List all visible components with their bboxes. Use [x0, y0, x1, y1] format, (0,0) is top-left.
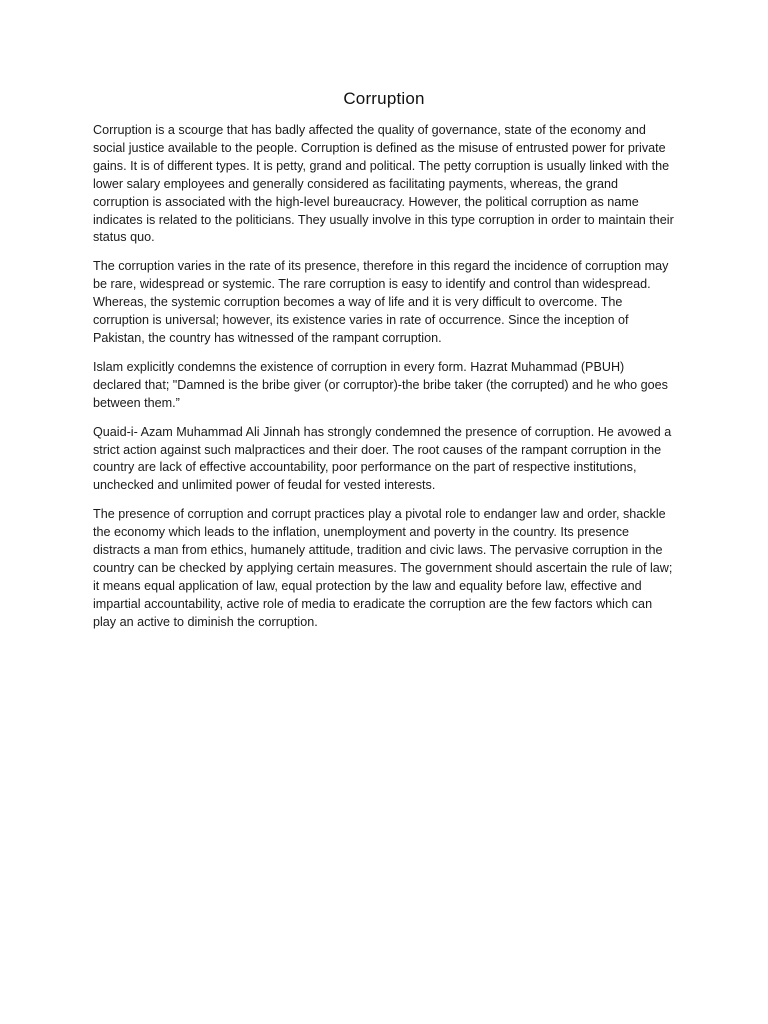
paragraph-1: Corruption is a scourge that has badly affected the quality of governance, state of the economy and social justice available to the people. Corruption is defined as the misuse of entrusted power for private gains. It is of different types. It is petty, grand and political. The petty corruption is usually linked with the lower salary employees and generally considered as facilitating payments, whereas, the grand corruption is associated with the high-level bureaucracy. However, the political corruption as name indicates is related to the politicians. They usually involve in this type corruption in order to maintain their status quo. [93, 123, 674, 245]
paragraph-2: The corruption varies in the rate of its presence, therefore in this regard the incidence of corruption may be rare, widespread or systemic. The rare corruption is easy to identify and control than widespread. Whereas, the systemic corruption becomes a way of life and it is very difficult to overcome. The corruption is universal; however, its existence varies in rate of occurrence. Since the inception of Pakistan, the country has witnessed of the rampant corruption. [93, 259, 669, 345]
paragraph-4: Quaid-i- Azam Muhammad Ali Jinnah has strongly condemned the presence of corruption. He avowed a strict action against such malpractices and their doer. The root causes of the rampant corruption in the country are lack of effective accountability, poor performance on the part of respective institutions, unchecked and unlimited power of feudal for vested interests. [93, 424, 672, 493]
document-title: Corruption [343, 89, 425, 108]
paragraph-5: The presence of corruption and corrupt practices play a pivotal role to endanger law and order, shackle the economy which leads to the inflation, unemployment and poverty in the country. Its presence distracts a man from ethics, humanely attitude, tradition and civic laws. The pervasive corruption in the country can be checked by applying certain measures. The government should ascertain the rule of law; it means equal application of law, equal protection by the law and equality before law, effective and impartial accountability, active role of media to eradicate the corruption are the few factors which can play an active to diminish the corruption. [93, 507, 673, 629]
document-body [93, 122, 676, 643]
paragraph-3: Islam explicitly condemns the existence of corruption in every form. Hazrat Muhammad (PBUH) declared that; "Damned is the bribe giver (or corruptor)-the bribe taker (the corrupted) and he who goes between them.” [93, 359, 668, 410]
